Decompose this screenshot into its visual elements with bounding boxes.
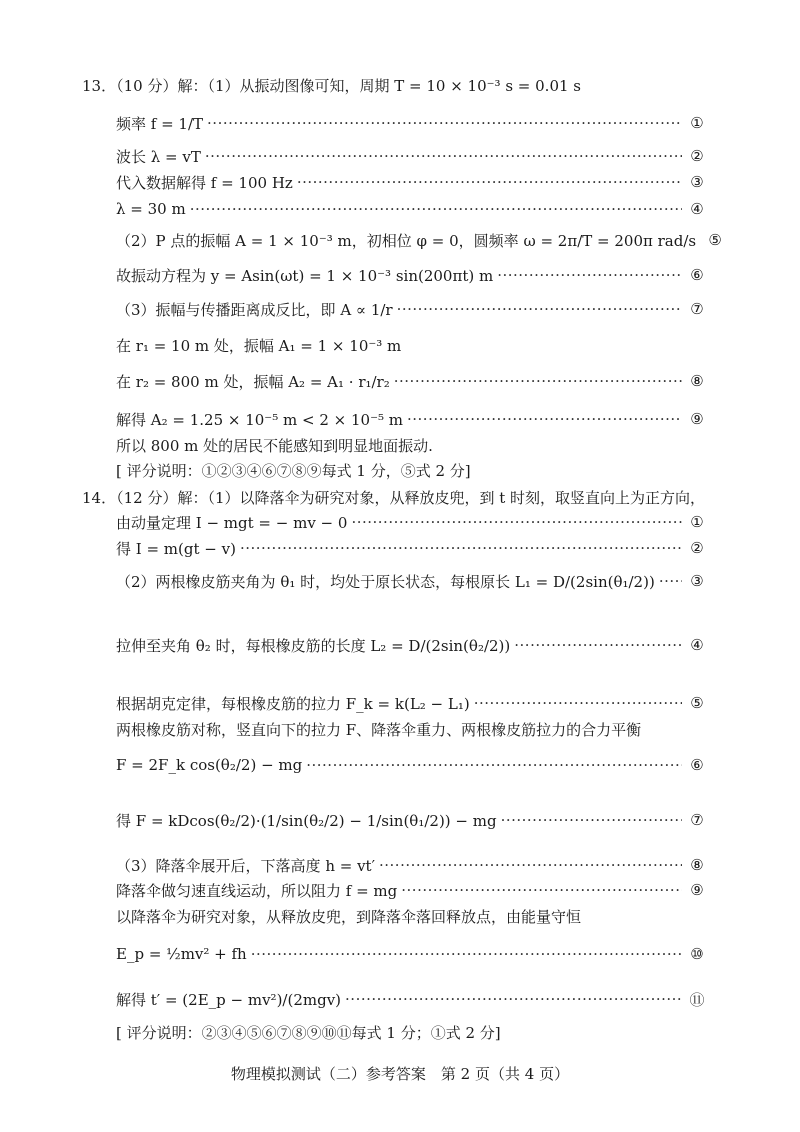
line-text: 代入数据解得 f = 100 Hz — [116, 173, 293, 192]
answer-line — [82, 72, 708, 98]
page-footer: 物理模拟测试（二）参考答案 第 2 页（共 4 页） — [230, 1065, 570, 1083]
dot-leader — [394, 372, 682, 390]
dot-leader — [401, 881, 682, 899]
dot-leader — [251, 945, 682, 963]
answer-line — [116, 690, 708, 716]
line-text: 两根橡皮筋对称，竖直向下的拉力 F、降落伞重力、两根橡皮筋拉力的合力平衡 — [116, 720, 642, 739]
dot-leader — [345, 990, 682, 1008]
line-text: 所以 800 m 处的居民不能感知到明显地面振动. — [116, 436, 433, 455]
line-text: 波长 λ = vT — [116, 147, 201, 166]
line-text: 14．（12 分）解：（1）以降落伞为研究对象，从释放皮兜，到 t 时刻，取竖直向上为正方向， — [82, 488, 706, 507]
equation-number: ⑤ — [708, 231, 722, 249]
line-text: F = 2F_k cos(θ₂/2) − mg — [116, 756, 303, 774]
answer-line — [116, 716, 708, 742]
dot-leader — [514, 636, 682, 654]
equation-number: ⑧ — [690, 856, 704, 874]
dot-leader — [407, 410, 682, 428]
dot-leader — [379, 856, 682, 874]
line-text: 拉伸至夹角 θ₂ 时，每根橡皮筋的长度 L₂ = D/(2sin(θ₂/2)) — [116, 636, 511, 655]
equation-number: ⑩ — [690, 945, 704, 963]
answer-line — [116, 509, 708, 535]
equation-number: ⑧ — [690, 372, 704, 390]
line-text: 在 r₂ = 800 m 处，振幅 A₂ = A₁ · r₁/r₂ — [116, 372, 390, 391]
line-text: 故振动方程为 y = Asin(ωt) = 1 × 10⁻³ sin(200πt) m — [116, 266, 494, 285]
equation-number: ③ — [690, 173, 704, 191]
line-text: （2）P 点的振幅 A = 1 × 10⁻³ m，初相位 φ = 0，圆频率 ω = 2π/T = 200π rad/s — [116, 231, 697, 250]
answer-line — [116, 368, 708, 394]
dot-leader — [297, 173, 682, 191]
line-text: （3）降落伞展开后，下落高度 h = vt′ — [116, 856, 375, 875]
equation-number: ② — [690, 539, 704, 557]
answer-line — [116, 986, 708, 1012]
dot-leader — [497, 266, 682, 284]
answer-line — [116, 535, 708, 561]
equation-number: ⑥ — [690, 266, 704, 284]
dot-leader — [397, 300, 682, 318]
answer-line — [82, 484, 708, 510]
line-text: 得 I = m(gt − v) — [116, 539, 236, 558]
answer-line — [116, 852, 708, 878]
answer-line — [116, 262, 708, 288]
answer-line — [116, 903, 708, 929]
answer-line — [116, 296, 708, 322]
answer-line — [116, 169, 708, 195]
line-text: 根据胡克定律，每根橡皮筋的拉力 F_k = k(L₂ − L₁) — [116, 694, 470, 713]
equation-number: ⑨ — [690, 881, 704, 899]
equation-number: ② — [690, 147, 704, 165]
equation-number: ⑤ — [690, 694, 704, 712]
answer-line — [116, 941, 708, 967]
equation-number: ⑦ — [690, 300, 704, 318]
line-text: 得 F = kDcos(θ₂/2)·(1/sin(θ₂/2) − 1/sin(θ₁/2)) − mg — [116, 811, 497, 830]
answer-line — [116, 332, 708, 358]
answer-line — [116, 807, 708, 833]
answer-line — [116, 457, 708, 483]
equation-number: ⑨ — [690, 410, 704, 428]
answer-line — [116, 196, 708, 222]
answer-line — [116, 143, 708, 169]
line-text: E_p = ½mv² + fh — [116, 945, 247, 963]
dot-leader — [351, 513, 682, 531]
equation-number: ⑦ — [690, 811, 704, 829]
line-text: 以降落伞为研究对象，从释放皮兜，到降落伞落回释放点，由能量守恒 — [116, 907, 582, 926]
equation-number: ① — [690, 114, 704, 132]
answer-line — [116, 110, 708, 136]
answer-line — [116, 1019, 708, 1045]
equation-number: ⑥ — [690, 756, 704, 774]
line-text: 解得 A₂ = 1.25 × 10⁻⁵ m < 2 × 10⁻⁵ m — [116, 410, 403, 429]
equation-number: ③ — [690, 572, 704, 590]
line-text: 解得 t′ = (2E_p − mv²)/(2mgv) — [116, 990, 342, 1009]
dot-leader — [306, 756, 682, 774]
dot-leader — [501, 811, 682, 829]
line-text: [ 评分说明：②③④⑤⑥⑦⑧⑨⑩⑪每式 1 分；①式 2 分] — [116, 1023, 501, 1042]
equation-number: ① — [690, 513, 704, 531]
dot-leader — [205, 147, 682, 165]
line-text: （3）振幅与传播距离成反比，即 A ∝ 1/r — [116, 300, 393, 319]
line-text: 频率 f = 1/T — [116, 114, 204, 133]
dot-leader — [207, 114, 682, 132]
answer-line — [116, 406, 708, 432]
dot-leader — [240, 539, 682, 557]
equation-number: ④ — [690, 636, 704, 654]
answer-line — [116, 752, 708, 778]
line-text: λ = 30 m — [116, 200, 186, 218]
equation-number: ④ — [690, 200, 704, 218]
answer-line — [116, 632, 708, 658]
dot-leader — [190, 200, 682, 218]
line-text: 在 r₁ = 10 m 处，振幅 A₁ = 1 × 10⁻³ m — [116, 336, 402, 355]
answer-line — [116, 432, 708, 458]
answer-line — [116, 227, 722, 253]
dot-leader — [659, 572, 682, 590]
equation-number: ⑪ — [689, 990, 705, 1009]
line-text: （2）两根橡皮筋夹角为 θ₁ 时，均处于原长状态，每根原长 L₁ = D/(2sin(θ₁/2)) — [116, 572, 655, 591]
line-text: 由动量定理 I − mgt = − mv − 0 — [116, 513, 348, 532]
line-text: 降落伞做匀速直线运动，所以阻力 f = mg — [116, 881, 398, 900]
answer-line — [116, 877, 708, 903]
dot-leader — [474, 694, 682, 712]
line-text: [ 评分说明：①②③④⑥⑦⑧⑨每式 1 分，⑤式 2 分] — [116, 461, 471, 480]
answer-line — [116, 568, 708, 594]
line-text: 13．（10 分）解：（1）从振动图像可知，周期 T = 10 × 10⁻³ s = 0.01 s — [82, 76, 582, 95]
